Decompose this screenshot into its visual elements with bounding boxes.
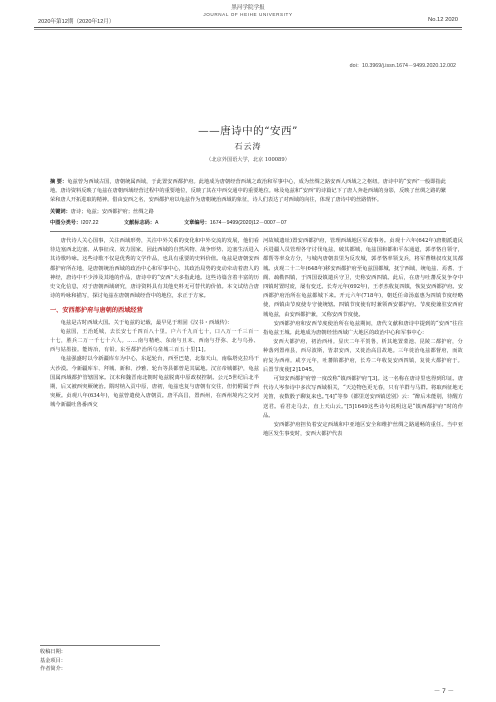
keywords — [50, 208, 446, 217]
body-paragraph: 安西都护府和安西节度使治所在龟兹期间，唐代文献和唐诗中提到的“安西”往往指龟兹王城。此地成为唐朝经营西域广大地区的政治中心和军事中心： — [263, 320, 463, 337]
footnote — [40, 648, 66, 674]
abstract-label: 摘 要： — [50, 179, 68, 185]
abstract-rule — [50, 231, 446, 232]
page-number: － 7 － — [433, 688, 454, 695]
article-title: ——唐诗中的“安西” — [198, 125, 298, 137]
body-column-left — [50, 237, 259, 411]
article-number: 文章编号：1674－9499(2020)12－0007－07 — [183, 220, 287, 226]
body-paragraph: 河故城遗址)置安西都护府，管理西域地区军政事务。贞观十六年(642年)唐朝派遣民兵进疆人员管理各守讨伐龟兹，破其都城，龟兹国和都和平东通道，郭孝恪自领守，都帮等率众方分，与城内唐朝表里为反攻城，郭孝恪率领支兵，将军曹继叔攻复其都城。贞观二十二年(648年)移安西都护府至龟兹国都城，抚宁西域，统龟兹、焉耆、于阗、疏勒四镇，于四国设镇遣兵守卫，史称安西四镇。此后，在唐与吐蕃反复争夺中四镇时置时废，屡有变迁。长寿元年(692年)，王孝杰收复四镇，恢复安西都护府。安西都护府治所在龟兹都城下来。开元六年(718年)，朝廷任命汤嘉惠为四镇节度经略使，西镇由节度使专守使统辖。四镇节度使有时兼领西安都护府。节度使兼驻安西府城龟兹，由安西都护兼，又称安西节度使。 — [263, 238, 463, 318]
block-quote: 安西大都护府，初治西州。显庆二年平贺鲁，析其地置蒙池、昆陵二都护府，分种落列置州县，西尽波斯，皆隶安西，又徙治高昌故地。三年徙治龟兹都督府，而故府复为西州。咸亨元年，吐蕃陷都护府，长寿二年收复安西四镇，复徙大都护府于。后置节度使[2]1045。 — [263, 339, 463, 373]
issue-info-right: No.12 2020 — [428, 17, 458, 23]
fund-label: 基金项目： — [40, 657, 66, 664]
footnote-rule — [40, 645, 160, 646]
keywords-text: 唐诗；龟兹；安西都护府；丝绸之路 — [70, 209, 154, 215]
journal-header — [0, 5, 496, 17]
body-paragraph: 安西都护府担负着安定西域和中亚地区安全和维护丝绸之路通畅的重任。当中亚地区发生事变时，安西大都护代表 — [263, 422, 463, 438]
received-date-label: 收稿日期： — [40, 649, 66, 655]
author-affiliation: （北京外国语大学，北京 100089） — [206, 157, 290, 163]
body-column-right — [263, 237, 463, 439]
header-rule — [34, 27, 462, 28]
abstract — [50, 178, 446, 205]
doc-code: 文献标志码：A — [123, 220, 159, 226]
keywords-label: 关键词： — [50, 209, 71, 215]
author-bio-label: 作者简介： — [40, 666, 66, 672]
classification-line — [50, 219, 446, 228]
header-rule-thin — [34, 29, 462, 30]
clc: 中图分类号：I207.22 — [50, 220, 99, 226]
abstract-text: 龟兹曾为西域古国，唐朝统属西域，于此置安西都护府。此地成为唐朝经营西域之政治和军事中心，成为丝绸之路安西人西域之之枢纽。唐诗中的“安西”一般即指此地。唐诗资料反映了龟兹在唐朝西域经营过程中的重要地位，反映了其在中西交通中的重要地位。咏及龟兹和“安西”的诗篇记下了唐人奔赴西域的身影，反映了丝绸之路的繁荣和唐人开拓进取的精神。借由安西之名，安西都护府以龟兹作为唐朝统治西域的象征，诗人们表达了对西域的向往，体现了唐诗中的丝路情怀。 — [50, 179, 446, 203]
block-quote: 龟兹国，王治延城，去长安七千四百八十里。户六千九百七十，口八万一千三百一十七，胜兵二万一千七十六人。……南与精绝、东南与且末、西南与抒弥、北与乌孙、西与姑墨接。能铸冶，有铅。东至都护治所乌垒城三百五十里[1]。 — [50, 328, 259, 354]
body-paragraph: 龟兹是古时西域大国。关于龟兹的记载，最早见于班固《汉书・西域传》： — [60, 319, 233, 326]
body-paragraph: 可知安西都护府曾一度改称“镇西都护府”[3]。这一名称在唐诗里也得到印证。唐代诗人岑参诗中多次写西域相关，“天边物色更无春，只有羊群与马群。将取西征地无羌笛，夜数骰子聊复来也。”[4]“等参《都里送安西镇送别》云：“醉后未能别，待醒方送君。看君走马去，直上天山云。”[5]1649这些诗句说明这是“镇西都护府”时的作品。 — [263, 376, 463, 419]
doi: doi：10.3969/j.issn.1674－9499.2020.12.002 — [349, 63, 456, 69]
body-paragraph: 龟兹强盛时以今新疆库车为中心，东起轮台，西至巴楚，北靠天山，南临塔克拉玛干大沙漠。今新疆库车、拜城、新和、沙雅、轮台等县都曾是其属地。汉宣帝城都护，龟兹国属西域都护管辖国家。汉末和魏晋南北朝时龟兹脱离中原政权控制。公元5世纪后北半期，后又被西突厥统治。隋时纳入贡中原，唐初，龟兹也复与唐朝有交往，但仍附属于西突厥。贞观八年(634年)，龟兹曾遣使入唐朝贡。唐平高昌，置西州，在西州境内之交河城今新疆吐鲁番西交 — [50, 356, 259, 409]
journal-name-en: JOURNAL OF HEIHE UNIVERSITY — [203, 12, 293, 17]
journal-name-cn: 黑河学院学报 — [231, 5, 265, 11]
body-paragraph: 唐代诗人关心国事，关注西域形势，关注中外关系的变化和中外交流的发展，他们看待边塞西北边塞、从事征戍、效力国家，因此西域的自然风物、战争形势、边塞生活进入其诗歌吟咏。这些诗歌不仅是优秀的文学作品，也具有重要的史料价值。龟兹是唐朝安西都护府所在地，是唐朝统治西域的政治中心和军事中心，其政治局势的变动牵动着唐人的神经，唐诗中不少涉及其地的作品，唐诗中的“安西”大多指此地。这些诗篇含着丰富的历史文化信息，对于唐朝西域研究，唐诗资料具有其他史料无可替代的价值。本文试结合唐诗的吟咏和描写，探讨龟兹在唐朝西域经营中的地位，求正于方家。 — [50, 238, 259, 300]
issue-info-left: 2020年第12期（2020年12月） — [38, 19, 115, 25]
author-name: 石云涛 — [234, 142, 262, 151]
section-heading: 一、安西都护府与唐朝的西域经营 — [50, 307, 143, 315]
